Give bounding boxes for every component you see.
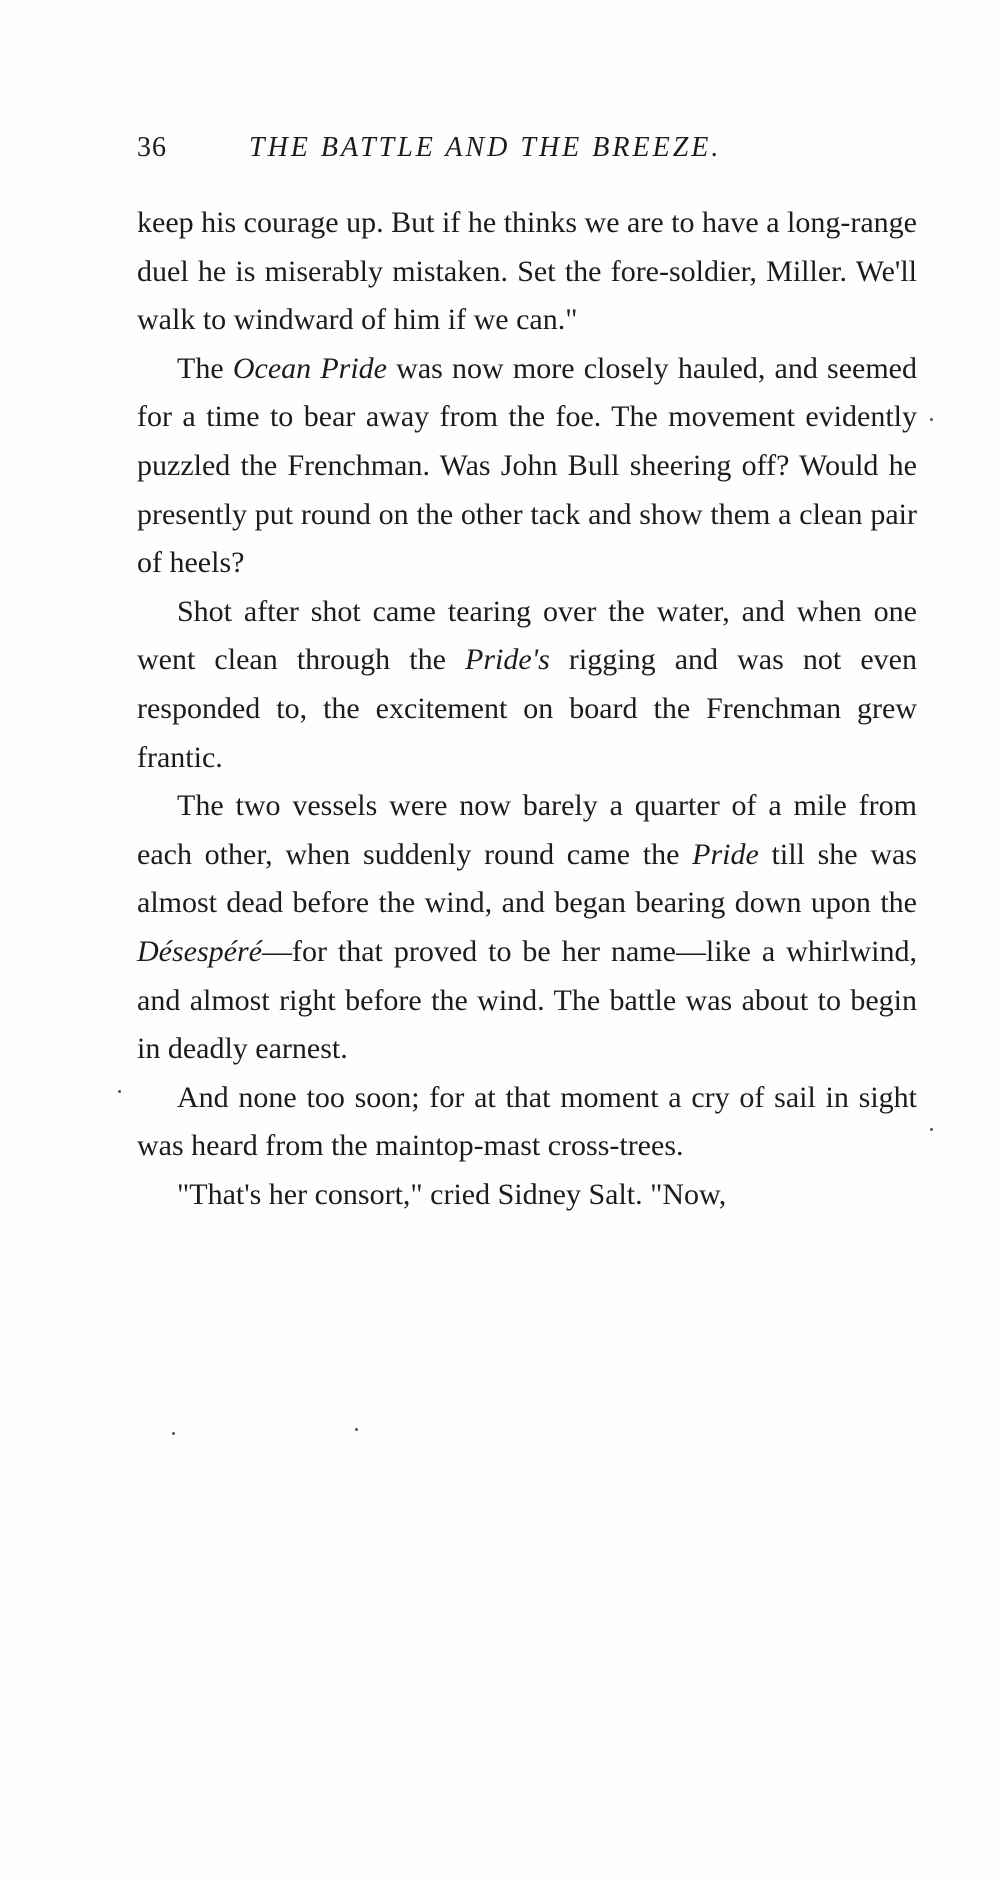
paragraph bbox=[137, 345, 917, 588]
text-run: till she was almost dead before the wind, and began bearing down upon the bbox=[137, 837, 917, 920]
ship-name-italic: Ocean Pride bbox=[232, 351, 387, 385]
text-run: "That's her consort," cried Sidney Salt. "Now, bbox=[177, 1177, 727, 1211]
ship-name-italic: Pride bbox=[692, 837, 759, 871]
print-speck bbox=[355, 1428, 358, 1431]
text-run: The two vessels were now barely a quarter of a mile from each other, when suddenly round came the bbox=[137, 789, 917, 871]
text-run: Shot after shot came tearing over the water, and when one went clean through the bbox=[137, 594, 917, 677]
ship-name-italic: Désespéré bbox=[137, 934, 262, 968]
ship-name-italic: Pride's bbox=[465, 643, 550, 677]
print-speck bbox=[930, 1128, 933, 1131]
paragraph bbox=[137, 1171, 917, 1220]
text-run: keep his courage up. But if he thinks we are to have a long-range duel he is miserably mistaken. Set the fore-soldier, Miller. We'll walk to windward of him if we can." bbox=[137, 206, 917, 337]
running-head bbox=[137, 128, 917, 168]
paragraph bbox=[137, 782, 917, 1074]
page-number: 36 bbox=[137, 132, 167, 163]
paragraph bbox=[137, 1074, 917, 1171]
print-speck bbox=[118, 1090, 121, 1093]
print-speck bbox=[930, 418, 933, 421]
body-text bbox=[137, 199, 917, 1219]
text-run: —for that proved to be her name—like a whirlwind, and almost right before the wind. The battle was about to begin in deadly earnest. bbox=[137, 934, 917, 1066]
paragraph bbox=[137, 199, 917, 345]
text-run: was now more closely hauled, and seemed for a time to bear away from the foe. The movement evidently puzzled the Frenchman. Was John Bull sheering off? Would he presently put round on the other tack and show them a clean pair of heels? bbox=[137, 351, 917, 580]
running-title: THE BATTLE AND THE BREEZE. bbox=[249, 132, 722, 163]
text-run: And none too soon; for at that moment a cry of sail in sight was heard from the maintop-mast cross-trees. bbox=[137, 1080, 917, 1163]
text-run: The bbox=[177, 351, 233, 385]
print-speck bbox=[172, 1432, 175, 1435]
text-run: rigging and was not even responded to, the excitement on board the Frenchman grew frantic. bbox=[137, 643, 917, 774]
paragraph bbox=[137, 588, 917, 782]
